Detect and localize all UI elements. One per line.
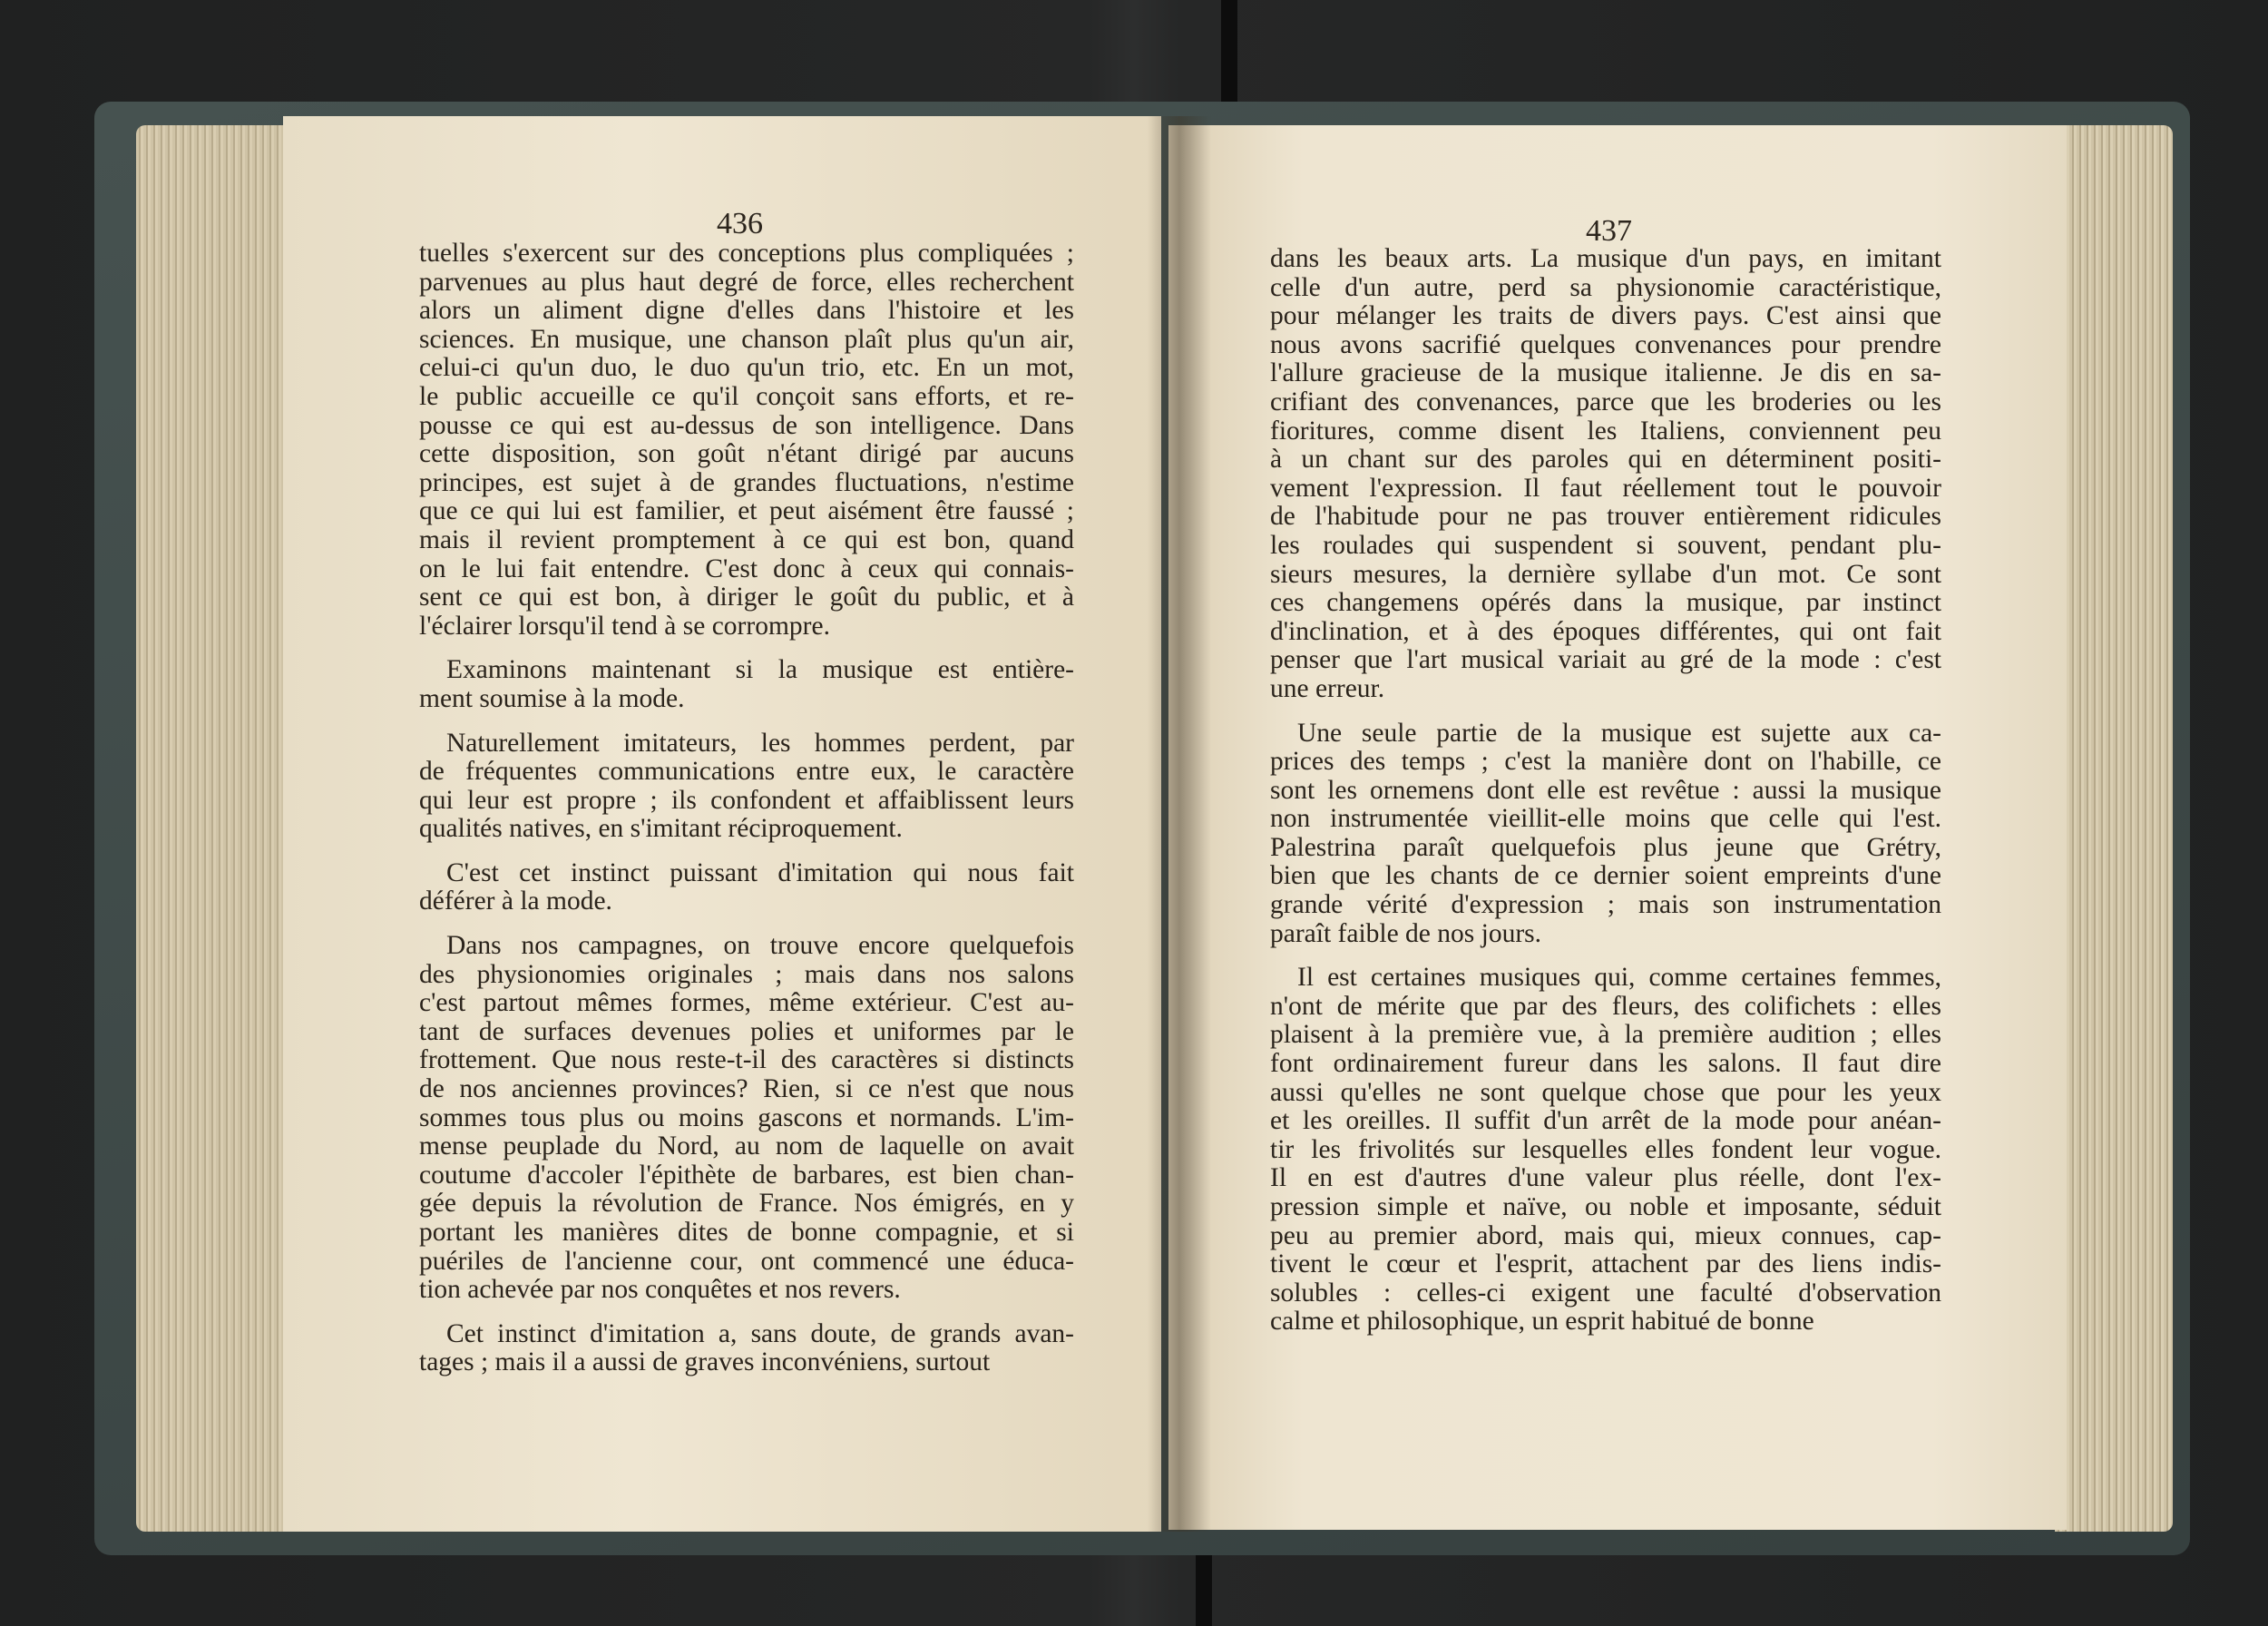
text-line: penser que l'art musical variait au gré de la mode : c'est <box>1270 645 1941 675</box>
text-line: des physionomies originales ; mais dans nos salons <box>419 959 1074 989</box>
text-line: sent ce qui est bon, à diriger le goût du public, et à <box>419 583 1074 612</box>
text-line: une erreur. <box>1270 673 1385 703</box>
text-line: coutume d'accoler l'épithète de barbares, est bien chan- <box>419 1160 1074 1190</box>
text-line: sieurs mesures, la dernière syllabe d'un mot. Ce sont <box>1270 559 1941 589</box>
text-line: Il est certaines musiques qui, comme certaines femmes, <box>1297 963 1941 993</box>
text-line: ment soumise à la mode. <box>419 683 685 713</box>
text-line: Il en est d'autres d'une valeur plus réelle, dont l'ex- <box>1270 1163 1941 1193</box>
text-line: qui leur est propre ; ils confondent et affaiblissent leurs <box>419 785 1074 815</box>
text-line: pression simple et naïve, ou noble et imposante, séduit <box>1270 1192 1941 1221</box>
text-line: de fréquentes communications entre eux, le caractère <box>419 757 1074 787</box>
text-line: mense peuplade du Nord, au nom de laquelle on avait <box>419 1131 1074 1161</box>
text-line: font ordinairement fureur dans les salons. Il faut dire <box>1270 1049 1941 1079</box>
text-line: bien que les chants de ce dernier soient empreints d'une <box>1270 861 1941 891</box>
text-line: déférer à la mode. <box>419 886 612 916</box>
text-line: paraît faible de nos jours. <box>1270 918 1542 948</box>
text-line: d'inclination, et à des époques différentes, qui ont fait <box>1270 616 1941 646</box>
page-number: 436 <box>717 207 763 240</box>
text-line: le public accueille ce qu'il conçoit sans efforts, et re- <box>419 381 1074 411</box>
text-line: solubles : celles-ci exigent une faculté d'observation <box>1270 1278 1941 1308</box>
paragraph-gap <box>419 714 1074 730</box>
text-line: Naturellement imitateurs, les hommes perdent, par <box>446 728 1074 758</box>
text-line: nous avons sacrifié quelques convenances pour prendre <box>1270 329 1941 359</box>
text-line: sciences. En musique, une chanson plaît plus qu'un air, <box>419 324 1074 354</box>
text-line: ces changemens opérés dans la musique, par instinct <box>1270 588 1941 618</box>
text-line: prices des temps ; c'est la manière dont on l'habille, ce <box>1270 747 1941 777</box>
text-line: Une seule partie de la musique est sujette aux ca- <box>1297 718 1941 748</box>
right-page <box>1168 125 2067 1530</box>
text-line: C'est cet instinct puissant d'imitation qui nous fait <box>446 857 1074 887</box>
text-line: pour mélanger les traits de divers pays. C'est ainsi que <box>1270 301 1941 331</box>
text-line: sommes tous plus ou moins gascons et normands. L'im- <box>419 1102 1074 1132</box>
text-line: que ce qui lui est familier, et peut aisément être faussé ; <box>419 496 1074 526</box>
text-line: alors un aliment digne d'elles dans l'histoire et les <box>419 296 1074 326</box>
text-line: celui-ci qu'un duo, le duo qu'un trio, etc. En un mot, <box>419 353 1074 383</box>
page-text <box>419 240 1074 1377</box>
text-line: tant de surfaces devenues polies et uniformes par le <box>419 1016 1074 1046</box>
text-line: pousse ce qui est au-dessus de son intelligence. Dans <box>419 410 1074 440</box>
text-line: vement l'expression. Il faut réellement tout le pouvoir <box>1270 473 1941 503</box>
text-line: dans les beaux arts. La musique d'un pays, en imitant <box>1270 244 1941 273</box>
text-line: calme et philosophique, un esprit habitué de bonne <box>1270 1307 1814 1337</box>
text-line: non instrumentée vieillit-elle moins que celle qui l'est. <box>1270 804 1941 834</box>
page-text <box>1270 245 1941 1337</box>
text-line: mais il revient promptement à ce qui est bon, quand <box>419 524 1074 554</box>
text-line: portant les manières dites de bonne compagnie, et si <box>419 1218 1074 1247</box>
text-line: gée depuis la révolution de France. Nos émigrés, en y <box>419 1189 1074 1219</box>
text-line: plaisent à la première vue, à la première audition ; elles <box>1270 1020 1941 1050</box>
left-page <box>283 116 1161 1532</box>
text-line: peu au premier abord, mais qui, mieux connues, cap- <box>1270 1220 1941 1250</box>
text-line: parvenues au plus haut degré de force, elles recherchent <box>419 267 1074 297</box>
page-edges-right <box>2055 125 2173 1532</box>
text-line: tir les frivolités sur lesquelles elles fondent leur vogue. <box>1270 1134 1941 1164</box>
text-line: n'ont de mérite que par des fleurs, des colifichets : elles <box>1270 991 1941 1021</box>
binding-gutter <box>1148 116 1211 1532</box>
text-line: aussi qu'elles ne sont quelque chose que pour les yeux <box>1270 1077 1941 1107</box>
paragraph-gap <box>1270 948 1941 964</box>
page-edges-left <box>136 125 290 1532</box>
text-line: principes, est sujet à de grandes fluctuations, n'estime <box>419 467 1074 497</box>
text-line: frottement. Que nous reste-t-il des caractères si distincts <box>419 1045 1074 1075</box>
paragraph-gap <box>1270 704 1941 720</box>
text-line: Examinons maintenant si la musique est entière- <box>446 655 1074 685</box>
text-line: crifiant des convenances, parce que les broderies ou les <box>1270 387 1941 416</box>
text-line: tages ; mais il a aussi de graves inconvéniens, surtout <box>419 1347 991 1377</box>
paragraph-gap <box>419 641 1074 656</box>
text-line: c'est partout mêmes formes, même extérieur. C'est au- <box>419 988 1074 1018</box>
text-line: l'éclairer lorsqu'il tend à se corrompre. <box>419 611 830 641</box>
text-line: l'allure gracieuse de la musique italienne. Je dis en sa- <box>1270 358 1941 388</box>
text-line: Cet instinct d'imitation a, sans doute, de grands avan- <box>446 1318 1074 1348</box>
text-line: tion achevée par nos conquêtes et nos revers. <box>419 1275 901 1305</box>
text-line: sont les ornemens dont elle est revêtue : aussi la musique <box>1270 775 1941 805</box>
text-line: les roulades qui suspendent si souvent, pendant plu- <box>1270 530 1941 560</box>
text-line: tivent le cœur et l'esprit, attachent par des liens indis- <box>1270 1249 1941 1279</box>
text-line: cette disposition, son goût n'étant dirigé par aucuns <box>419 439 1074 469</box>
text-line: de nos anciennes provinces? Rien, si ce n'est que nous <box>419 1074 1074 1104</box>
text-line: celle d'un autre, perd sa physionomie caractéristique, <box>1270 272 1941 302</box>
text-line: Dans nos campagnes, on trouve encore quelquefois <box>446 931 1074 961</box>
text-line: on le lui fait entendre. C'est donc à ceux qui connais- <box>419 553 1074 583</box>
text-line: qualités natives, en s'imitant réciproquement. <box>419 814 903 844</box>
text-line: tuelles s'exercent sur des conceptions plus compliquées ; <box>419 239 1074 268</box>
page-number: 437 <box>1586 214 1632 248</box>
text-line: fioritures, comme disent les Italiens, conviennent peu <box>1270 416 1941 446</box>
text-line: à un chant sur des paroles qui en déterminent positi- <box>1270 445 1941 475</box>
text-line: de l'habitude pour ne pas trouver entièrement ridicules <box>1270 502 1941 532</box>
text-line: grande vérité d'expression ; mais son instrumentation <box>1270 890 1941 920</box>
paragraph-gap <box>419 1305 1074 1320</box>
text-line: puériles de l'ancienne cour, ont commencé une éduca- <box>419 1246 1074 1276</box>
paragraph-gap <box>419 916 1074 932</box>
text-line: Palestrina paraît quelquefois plus jeune que Grétry, <box>1270 832 1941 862</box>
paragraph-gap <box>419 844 1074 859</box>
text-line: et les oreilles. Il suffit d'un arrêt de la mode pour anéan- <box>1270 1106 1941 1136</box>
